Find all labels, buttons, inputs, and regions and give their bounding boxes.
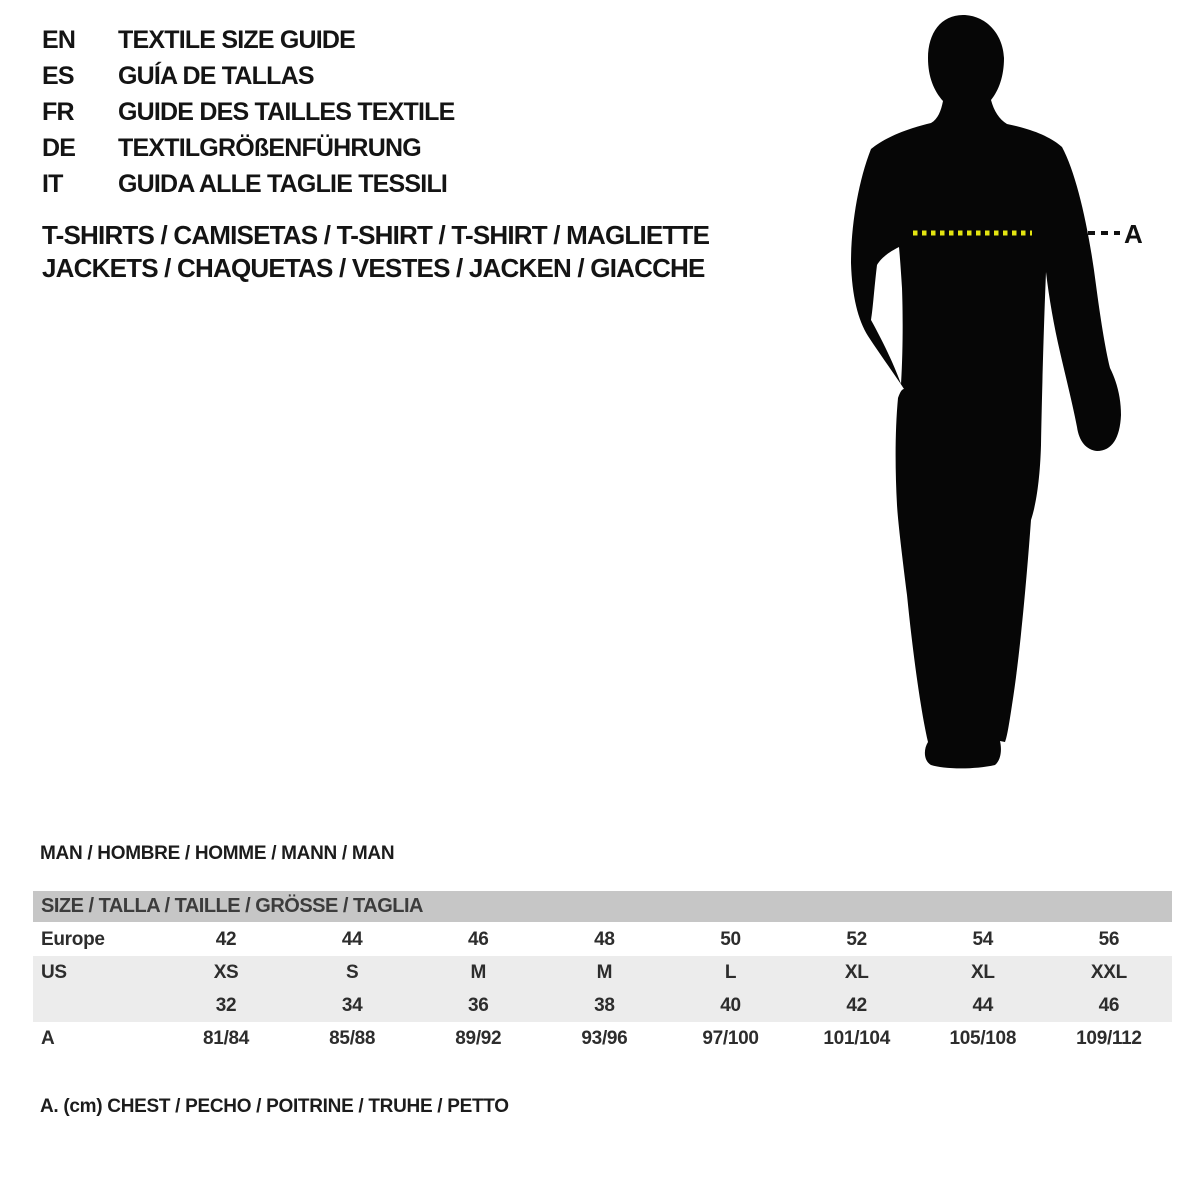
size-cell: 50	[720, 929, 741, 950]
size-cell: XXL	[1090, 962, 1127, 983]
lang-code: EN	[42, 26, 76, 54]
size-cell: 85/88	[329, 1028, 376, 1049]
size-cell: 97/100	[702, 1028, 759, 1049]
size-figure	[815, 0, 1200, 800]
size-cell: 52	[846, 929, 867, 950]
size-cell: 81/84	[203, 1028, 250, 1049]
size-table-header: SIZE / TALLA / TAILLE / GRÖSSE / TAGLIA	[33, 891, 1172, 922]
lang-label: TEXTILE SIZE GUIDE	[118, 26, 356, 54]
product-types-line1: T-SHIRTS / CAMISETAS / T-SHIRT / T-SHIRT / MAGLIETTE	[42, 220, 710, 250]
measure-footnote: A. (cm) CHEST / PECHO / POITRINE / TRUHE / PETTO	[40, 1096, 509, 1117]
size-cell: 42	[846, 995, 867, 1016]
size-table	[33, 891, 1172, 1055]
size-cell: L	[724, 962, 737, 983]
size-cell: 101/104	[823, 1028, 890, 1049]
lang-label: GUIDE DES TAILLES TEXTILE	[118, 98, 455, 126]
row-label: US	[41, 962, 67, 983]
size-cell: M	[596, 962, 613, 983]
size-cell: 89/92	[455, 1028, 502, 1049]
size-cell: 40	[720, 995, 741, 1016]
product-types-line2: JACKETS / CHAQUETAS / VESTES / JACKEN / GIACCHE	[42, 253, 705, 283]
size-cell: 44	[341, 929, 363, 950]
size-cell: 54	[972, 929, 994, 950]
size-cell: XL	[844, 962, 869, 983]
lang-label: TEXTILGRÖßENFÜHRUNG	[118, 134, 421, 162]
product-types	[42, 219, 709, 285]
lang-code: DE	[42, 134, 76, 162]
size-cell: 93/96	[581, 1028, 628, 1049]
lang-code: IT	[42, 170, 63, 198]
size-cell: 46	[1098, 995, 1120, 1016]
row-label: Europe	[41, 929, 105, 950]
measure-label-a: A	[1124, 219, 1143, 249]
man-silhouette-figure	[851, 15, 1121, 768]
size-cell: 109/112	[1076, 1028, 1142, 1049]
lang-label: GUÍA DE TALLAS	[118, 62, 314, 90]
size-cell: 34	[341, 995, 363, 1016]
table-row-europe	[33, 923, 1172, 956]
size-cell: 32	[215, 995, 237, 1016]
lang-label: GUIDA ALLE TAGLIE TESSILI	[118, 170, 448, 198]
size-cell: 46	[468, 929, 489, 950]
lang-code: ES	[42, 62, 74, 90]
table-row-numeric	[33, 989, 1172, 1022]
table-row-chest-a	[33, 1022, 1172, 1055]
lang-code: FR	[42, 98, 74, 126]
size-cell: 38	[594, 995, 615, 1016]
row-label	[33, 989, 163, 1022]
size-cell: 56	[1098, 929, 1120, 950]
language-guide-list	[42, 22, 455, 202]
size-cell: 105/108	[949, 1028, 1017, 1049]
size-cell: XL	[970, 962, 995, 983]
size-cell: XS	[213, 962, 239, 983]
size-cell: S	[346, 962, 359, 983]
section-title: MAN / HOMBRE / HOMME / MANN / MAN	[40, 843, 395, 864]
size-cell: 42	[215, 929, 237, 950]
size-cell: 44	[972, 995, 994, 1016]
size-cell: 48	[594, 929, 615, 950]
row-label: A	[41, 1028, 55, 1049]
table-row-us	[33, 956, 1172, 989]
size-cell: 36	[468, 995, 489, 1016]
size-cell: M	[470, 962, 487, 983]
